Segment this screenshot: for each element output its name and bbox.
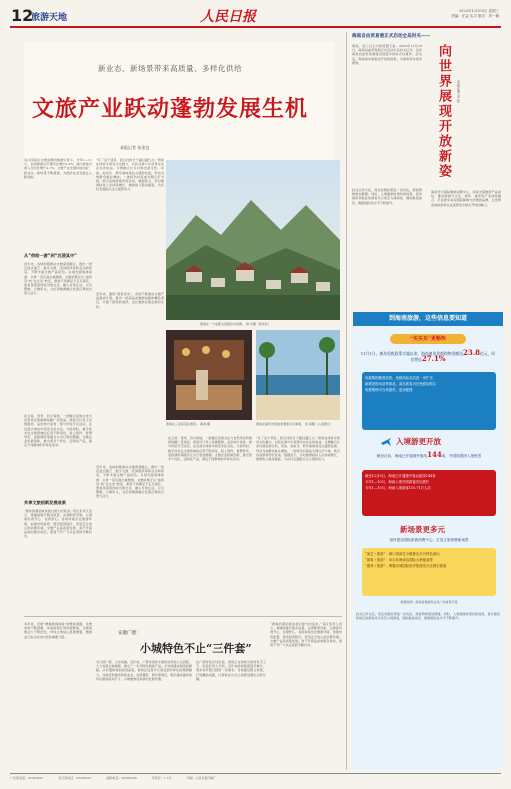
right-lower-body: 封关运作以后，离岛免税政策进一步优化，游客购物更加便捷。同时，入境旅游政策持续放宽，更多国家和地区的游客可以免签入境海南，国际航线加密，旅游国际化水平不断提升。	[356, 612, 500, 621]
entry-stat	[362, 452, 496, 459]
exp-intro: 加快建设国际旅游消费中心，打造文旅消费新场景	[389, 538, 469, 542]
bullet-a-1: 免税购物额度放宽，免税商品品类进一步扩充	[365, 376, 433, 380]
photo-shop	[166, 330, 252, 420]
photo-caption-3: 游客在重庆市某地非遗展示区参观。 吴 春摄（人民图片）	[256, 422, 333, 426]
right-body-2: 封关运作以后，离岛免税政策进一步优化，游客购物更加便捷。同时，入境旅游政策持续放宽，更多国家和地区的游客可以免签入境海南，国际航线加密，旅游国际化水平不断提升。	[352, 188, 422, 205]
entry-bullet-3: 今年1—10月，海南入境游客110.71万人次	[365, 486, 431, 490]
right-body-3: 海南作为国际旅游消费中心，持续丰富旅游产品供给，推动旅游与文化、体育、康养等产业深度融合，打造更多具有国际影响力的旅游品牌，让世界各地的游客在这里感受中国式开放的魅力。	[431, 190, 501, 207]
banner-stat	[360, 350, 496, 362]
header-rule	[10, 26, 501, 28]
column-divider	[346, 32, 347, 770]
photo-beach	[256, 330, 340, 420]
right-body-1: 海南，是人们心中的度假天堂。2025年12月18日，海南自由贸易港正式启动全岛封关运作，这是海南自由贸易港建设进程中的标志性事件。封关后，海南将实施更加开放的政策，为游客带来更多便利。	[352, 44, 422, 65]
exp-title: 新场景更多元	[400, 525, 445, 534]
right-side-title: 向世界展现开放新姿	[436, 44, 451, 179]
right-side-byline: 本报记者 金 桂	[456, 80, 460, 103]
feature-body: 冬日的广德，山水如画。近年来，广德市依托丰富的自然和人文资源，大力发展全域旅游，推出了一系列特色旅游产品。从竹海漫步到溶洞探秘，从非遗体验到美食品鉴，游客在这里可以感受到多样化的旅游魅力。当地还积极培育新业态，发展露营、研学等项目，吸引越来越多的年轻游客前来打卡，小城旅游迎来新的发展机遇。	[96, 660, 192, 681]
entry-value: 144	[427, 450, 442, 459]
feature-kicker: 安徽广德：	[118, 631, 141, 636]
stat-unit: 亿元，同比增长	[410, 351, 496, 362]
bullet-a-2: 新增宠物用品等商品，离岛旅客可在免税店购买	[365, 382, 437, 386]
article-byline: 本报记者 朱金宜	[120, 145, 150, 150]
subhead-2: 共享文旅创新发展成果	[24, 500, 66, 505]
date-line: 2025年12月03日 星期三	[459, 9, 499, 13]
article-title: 文旅产业跃动蓬勃发展生机	[31, 96, 308, 122]
page-footer	[10, 773, 501, 780]
banner-title: 到海南旅游，这些信息要知道	[353, 312, 503, 326]
footer-item: 零售价：1.5元	[151, 776, 172, 780]
col4-body: “有了这个项目，我们村的日子越过越红火。”游客在体验中感受文化魅力，村民在参与中获得实实在在的收益。文旅融合让乡村焕发新生机，民宿、农家乐、研学基地等业态蓬勃发展，带动当地群众就业增收。一批特色村落成为网红打卡地，吸引各地游客纷至沓来。数据显示，乡村旅游接待人次持续增长，旅游收入稳步提高，为乡村全面振兴注入强劲动力。	[256, 436, 340, 462]
page-number: 12	[11, 6, 34, 25]
bullet-a-3: 免税购物可当场提货，更加便捷	[365, 388, 413, 392]
plane-icon	[380, 436, 392, 448]
stat-pct: 27.1%	[421, 354, 446, 363]
section-divider	[24, 616, 342, 617]
col2-lower: 近年来，围绕“游客需求”，各地不断推动文旅产品提质升级，推出一批高品质旅游线路和精品项目，丰富了游客的选择，也让旅游业焕发新的生机。	[96, 292, 164, 309]
col1-body: 近年来，各地积极推动文旅深度融合，推出一批沉浸式演艺、数字文旅、夜间经济等新业态新场景，不断丰富文旅产品供给。从观光游到体验游、从单一景区到全域旅游，文旅消费正从“看风景”向“过生活”转变，游客不再满足于走马观花，更希望深度体验当地文化、融入当地生活。以文塑旅、以旅彰文，文化和旅游融合发展正释放出更大活力。	[24, 262, 92, 296]
header-meta	[451, 9, 499, 19]
footer-item: 发行部电话：65369327	[58, 776, 92, 780]
exp-bullet-2: “赛事＋旅游”：举办环海南岛国际大帆船赛等	[365, 558, 433, 562]
col1-body-cont: 在云南、贵州、四川等地，一批融合民族文化与自然风光的旅游线路广受欢迎。游客可以穿上民族服饰、品尝地方美食、参与传统节庆活动，在沉浸式体验中感受多彩文化。与此同时，数字技术在文旅领域的应用不断深化，线上预约、智慧导览、虚拟展陈等服务让出行更加便捷。文旅企业积极创新，推出更多个性化、定制化产品，满足不同群体的多样化需求。	[24, 414, 92, 448]
editor-line: 责编：任益 实习 版式：刘一楠	[451, 14, 499, 18]
banner-bullets-a	[362, 372, 496, 430]
col2-body: “有了这个项目，我们村的日子越过越红火。”游客在体验中感受文化魅力，村民在参与中获得实实在在的收益。文旅融合让乡村焕发新生机，民宿、农家乐、研学基地等业态蓬勃发展，带动当地群众就业增收。一批特色村落成为网红打卡地，吸引各地游客纷至沓来。数据显示，乡村旅游接待人次持续增长，旅游收入稳步提高，为乡村全面振兴注入强劲动力。	[96, 158, 164, 192]
entry-bullet-1: 截至12月5日，海南已开通境外客运航线144条	[365, 474, 436, 478]
banner-source: 数据来源：海南省旅游和文化广电体育厅等	[400, 600, 458, 604]
col3-body: 在云南、贵州、四川等地，一批融合民族文化与自然风光的旅游线路广受欢迎。游客可以穿上民族服饰、品尝地方美食、参与传统节庆活动，在沉浸式体验中感受多彩文化。与此同时，数字技术在文旅领域的应用不断深化，线上预约、智慧导览、虚拟展陈等服务让出行更加便捷。文旅企业积极创新，推出更多个性化、定制化产品，满足不同群体的多样化需求。	[168, 436, 252, 462]
exp-bullets	[362, 548, 496, 596]
entry-title: 入境游更开放	[396, 437, 441, 446]
footer-item: 广告部电话：65363467	[10, 776, 44, 780]
col1-tail: “游客的满意就是我们最大的追求。”景区负责人表示，将继续提升服务质量，完善配套设施，让游客玩得开心、住得舒心。各地持续优化旅游环境，加强市场监管，规范经营秩序，营造安全放心的消费环境。文旅产业高质量发展，离不开高品质的服务供给，更离不开广大从业者的辛勤付出。	[24, 509, 92, 539]
footer-item: 邮购电话：65369530	[106, 776, 137, 780]
col2-tail: 近年来，各地积极推动文旅深度融合，推出一批沉浸式演艺、数字文旅、夜间经济等新业态新场景，不断丰富文旅产品供给。从观光游到体验游、从单一景区到全域旅游，文旅消费正从“看风景”向“过生活”转变，游客不再满足于走马观花，更希望深度体验当地文化、融入当地生活。以文塑旅、以旅彰文，文化和旅游融合发展正释放出更大活力。	[96, 465, 164, 499]
feature-title: 小城特色不止“三件套”	[140, 642, 252, 655]
photo-mountain-town	[166, 160, 340, 320]
exp-bullet-1: “演艺＋旅游”：海口湾演艺小镇推出多台特色演出	[365, 552, 440, 556]
section-title: 旅游天地	[31, 13, 68, 23]
exp-bullet-3: “康养＋旅游”：博鳌乐城国际医疗旅游先行区吸引游客	[365, 564, 447, 568]
entry-unit: 条，外国旅游团入境免签	[441, 454, 482, 458]
feature-body-2: 在广德市某乡村民宿，游客正在体验当地特色手工艺。民宿负责人介绍，近年来游客数量逐年增长，周末和节假日经常一房难求。当地通过整合资源，打造精品线路，让游客在山水之间感受慢生活的乐趣。	[196, 660, 266, 681]
banner-ribbon: “买买买”更畅快	[390, 334, 466, 344]
photo-caption-1: 游客在一个成都文创商店内选购。 薛 华摄（新华社）	[200, 322, 271, 326]
stat-value: 23.8	[462, 348, 481, 357]
subhead-1: 从“供给一游”到“沉浸其中”	[24, 253, 77, 258]
stat-line: 11月1日，离岛免税政策实施以来，海南离岛免税购物金额达	[360, 351, 463, 356]
col1-lead: 本以国家在文旅消费的数据中显示，今年1—11月，全国旅游总花费同比增长9.4%，国内游客出游人次同比增长4.1%，文旅产业发展持续向好，新业态、新场景不断涌现，为经济社会发展注入新动能。	[24, 158, 92, 179]
article-kicker: 新业态、新场景带来高质量、多样化供给	[98, 64, 242, 73]
right-headline: 海南自由贸易港正式启动全岛封关——	[352, 34, 431, 39]
footer-item: 印刷：人民日报印刷厂	[186, 776, 217, 780]
entry-bullet-2: 今年1—10月，海南入境外国游客同比增长	[365, 480, 430, 484]
right-lower-col: “游客的满意就是我们最大的追求。”景区负责人表示，将继续提升服务质量，完善配套设施，让游客玩得开心、住得舒心。各地持续优化旅游环境，加强市场监管，规范经营秩序，营造安全放心的消费环境。文旅产业高质量发展，离不开高品质的服务供给，更离不开广大从业者的辛勤付出。	[270, 622, 342, 648]
entry-line: 截至目前，海南已开通境外航线	[376, 454, 428, 458]
photo-caption-2: 游客在三亚某景区游览。 薛鸿 摄	[166, 422, 210, 426]
feature-lead-col: 多年来，发展“增强游客体验”的整体思路，文旅市场不断回暖，各地政策红利持续释放，文旅消费活力不断迸发，市场主体信心显著增强，旅游业已成为拉动内需的重要力量。	[24, 622, 92, 639]
entry-bullets	[362, 470, 496, 516]
newspaper-logo: 人民日报	[200, 9, 256, 25]
